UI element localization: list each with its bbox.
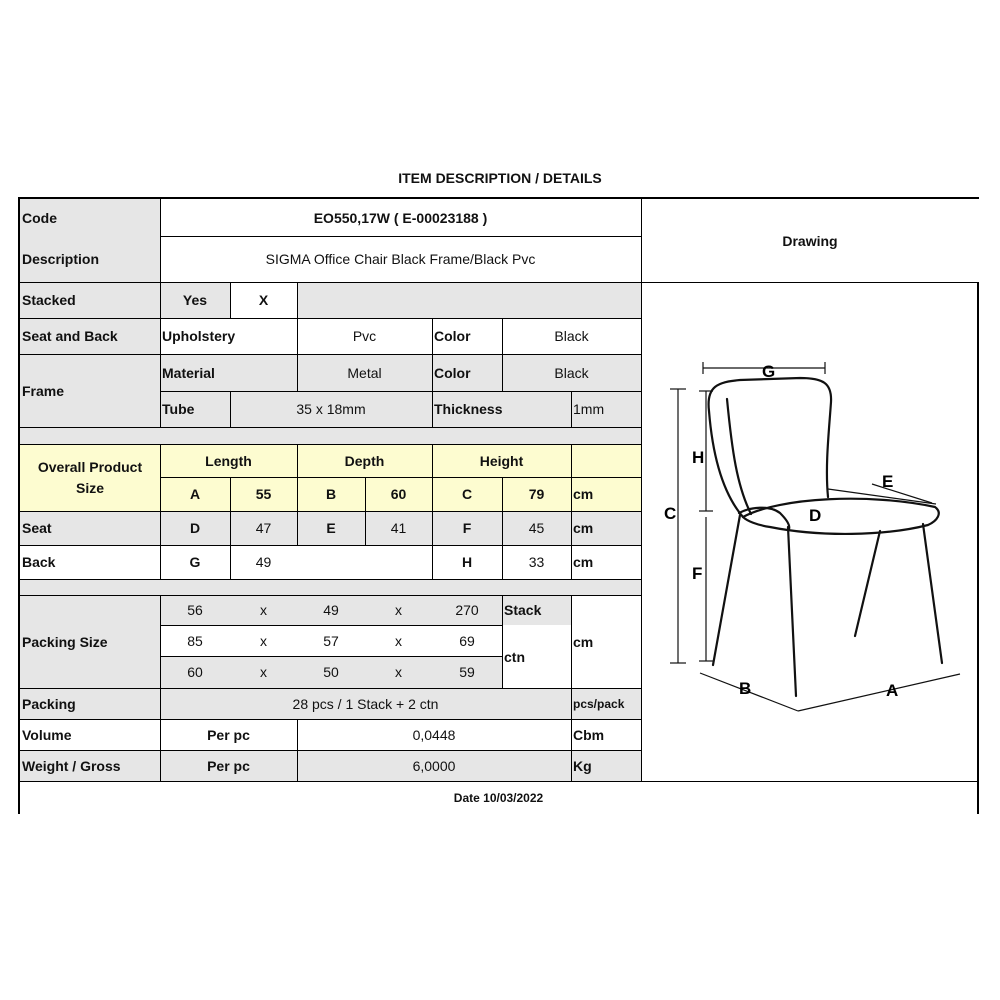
weight-unit: Kg xyxy=(571,750,641,781)
packing-label: Packing xyxy=(20,688,160,719)
dim-d-label: D xyxy=(160,511,230,545)
seat-unit: cm xyxy=(571,511,641,545)
length-header: Length xyxy=(160,444,297,477)
dim-a-label: A xyxy=(160,477,230,511)
ctn-label: ctn xyxy=(502,625,571,688)
dim-g-label: G xyxy=(160,545,230,579)
upholstery-value: Pvc xyxy=(297,318,432,354)
sheet-title: ITEM DESCRIPTION / DETAILS xyxy=(398,170,602,186)
description-label: Description xyxy=(20,236,160,282)
weight-per: Per pc xyxy=(160,750,297,781)
chair-seat xyxy=(743,499,939,534)
frame-color-value: Black xyxy=(502,354,641,391)
dim-c-label: C xyxy=(432,477,502,511)
stacked-mark: X xyxy=(230,282,297,318)
label-d: D xyxy=(809,506,822,525)
height-header: Height xyxy=(432,444,571,477)
label-a: A xyxy=(886,681,899,700)
pack-r2-length: 85 xyxy=(160,625,230,656)
seat-color-value: Black xyxy=(502,318,641,354)
dim-e-value: 41 xyxy=(365,511,432,545)
volume-value: 0,0448 xyxy=(297,719,571,750)
seat-back-label: Seat and Back xyxy=(20,318,160,354)
depth-header: Depth xyxy=(297,444,432,477)
volume-unit: Cbm xyxy=(571,719,641,750)
spacer-row-2 xyxy=(20,579,641,595)
dim-a-value: 55 xyxy=(230,477,297,511)
material-value: Metal xyxy=(297,354,432,391)
chair-leg-front-left xyxy=(788,527,796,696)
upholstery-label: Upholstery xyxy=(160,318,297,354)
pack-r2-height: 69 xyxy=(432,625,502,656)
dim-line-d xyxy=(828,489,936,504)
chair-leg-back-right xyxy=(855,531,880,636)
pack-r1-x2: x xyxy=(365,595,432,625)
pack-r3-length: 60 xyxy=(160,656,230,688)
pack-r3-height: 59 xyxy=(432,656,502,688)
seat-color-label: Color xyxy=(432,318,502,354)
pack-r3-depth: 50 xyxy=(297,656,365,688)
frame-label: Frame xyxy=(20,354,160,427)
thickness-value: 1mm xyxy=(571,391,641,427)
pack-r1-x1: x xyxy=(230,595,297,625)
packing-value: 28 pcs / 1 Stack + 2 ctn xyxy=(160,688,571,719)
back-label: Back xyxy=(20,545,160,579)
chair-leg-front-right xyxy=(923,524,942,663)
label-g: G xyxy=(762,362,776,381)
pack-r1-height: 270 xyxy=(432,595,502,625)
code-label: Code xyxy=(20,199,160,236)
dim-d-value: 47 xyxy=(230,511,297,545)
packing-size-label: Packing Size xyxy=(20,595,160,688)
frame-color-label: Color xyxy=(432,354,502,391)
back-unit: cm xyxy=(571,545,641,579)
pack-r2-depth: 57 xyxy=(297,625,365,656)
dim-h-label: H xyxy=(432,545,502,579)
chair-leg-back-left xyxy=(713,515,740,665)
overall-unit: cm xyxy=(571,477,641,511)
weight-label: Weight / Gross xyxy=(20,750,160,781)
dim-h-value: 33 xyxy=(502,545,571,579)
dim-f-value: 45 xyxy=(502,511,571,545)
code-value: EO550,17W ( E-00023188 ) xyxy=(160,199,641,236)
weight-value: 6,0000 xyxy=(297,750,571,781)
dim-e-label: E xyxy=(297,511,365,545)
pack-r3-x2: x xyxy=(365,656,432,688)
stack-label: Stack xyxy=(502,595,571,625)
overall-blank xyxy=(571,444,641,477)
dim-line-a xyxy=(798,674,960,711)
material-label: Material xyxy=(160,354,297,391)
pack-r2-x1: x xyxy=(230,625,297,656)
back-blank xyxy=(297,545,432,579)
pack-r1-length: 56 xyxy=(160,595,230,625)
tube-value: 35 x 18mm xyxy=(230,391,432,427)
packing-unit: pcs/pack xyxy=(571,688,641,719)
dim-c-value: 79 xyxy=(502,477,571,511)
overall-size-label: Overall Product Size xyxy=(20,444,160,511)
stacked-label: Stacked xyxy=(20,282,160,318)
label-c: C xyxy=(664,504,677,523)
date-footer: Date 10/03/2022 xyxy=(20,781,977,814)
spacer-row xyxy=(20,427,641,444)
seat-label: Seat xyxy=(20,511,160,545)
pack-r3-x1: x xyxy=(230,656,297,688)
label-h: H xyxy=(692,448,705,467)
stacked-yes: Yes xyxy=(160,282,230,318)
label-e: E xyxy=(882,472,894,491)
chair-drawing xyxy=(640,281,979,780)
pack-r2-x2: x xyxy=(365,625,432,656)
pack-r1-depth: 49 xyxy=(297,595,365,625)
label-b: B xyxy=(739,679,752,698)
tube-label: Tube xyxy=(160,391,230,427)
thickness-label: Thickness xyxy=(432,391,571,427)
packing-size-unit: cm xyxy=(571,595,641,688)
dim-g-value: 49 xyxy=(230,545,297,579)
volume-label: Volume xyxy=(20,719,160,750)
label-f: F xyxy=(692,564,703,583)
description-value: SIGMA Office Chair Black Frame/Black Pvc xyxy=(160,236,641,282)
drawing-label: Drawing xyxy=(641,199,979,282)
stacked-blank xyxy=(297,282,641,318)
dim-f-label: F xyxy=(432,511,502,545)
volume-per: Per pc xyxy=(160,719,297,750)
dim-b-label: B xyxy=(297,477,365,511)
dim-b-value: 60 xyxy=(365,477,432,511)
